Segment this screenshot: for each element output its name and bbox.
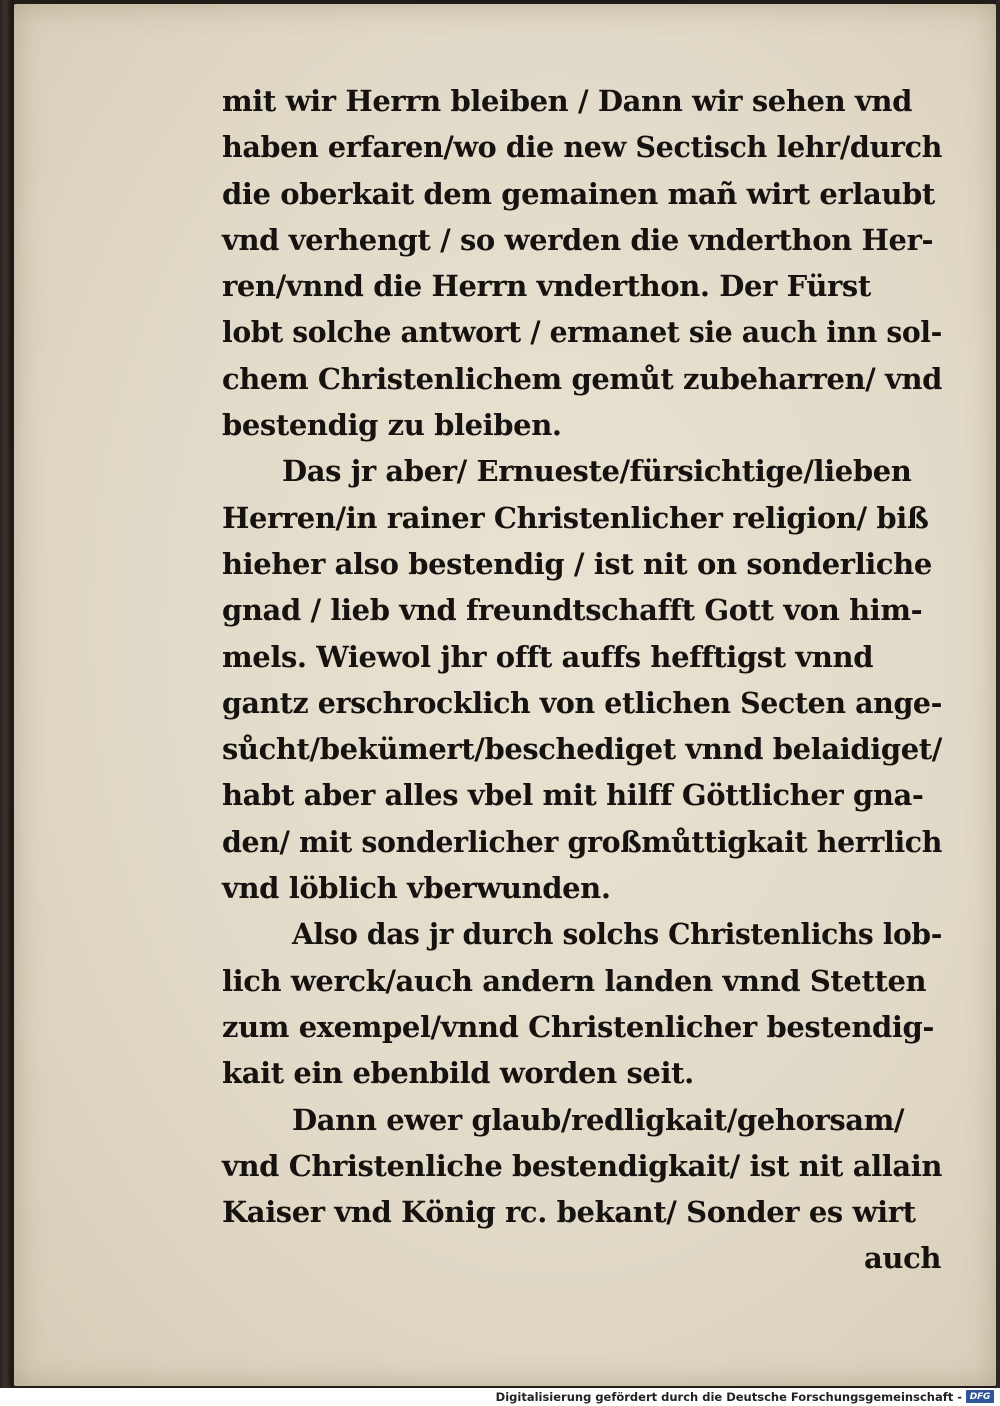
text-line: sůcht/bekümert/beschediget vnnd belaidiget/ [222, 732, 942, 767]
text-line: lobt solche antwort / ermanet sie auch inn sol- [222, 315, 942, 350]
text-line: mels. Wiewol jhr offt auffs hefftigst vnnd [222, 639, 874, 674]
dfg-logo-label: DFG [969, 1391, 991, 1402]
text-line: hieher also bestendig / ist nit on sonderliche [222, 546, 932, 581]
text-line: Kaiser vnd König rc. bekant/ Sonder es wirt [222, 1195, 916, 1230]
footer-bar [0, 1388, 1000, 1406]
dfg-logo-icon [966, 1390, 994, 1403]
text-line: Das jr aber/ Ernueste/fürsichtige/lieben [282, 454, 912, 489]
text-line: vnd Christenliche bestendigkait/ ist nit allain [222, 1148, 943, 1183]
text-line: kait ein ebenbild worden seit. [222, 1056, 694, 1091]
text-line: gantz erschrocklich von etlichen Secten ange- [222, 685, 943, 720]
text-line: mit wir Herrn bleiben / Dann wir sehen vnd [222, 84, 912, 118]
text-line: gnad / lieb vnd freundtschafft Gott von him- [222, 593, 923, 628]
text-line: habt aber alles vbel mit hilff Göttlicher gna- [222, 778, 924, 813]
scan-edge [996, 0, 1000, 1388]
text-line: Dann ewer glaub/redligkait/gehorsam/ [292, 1102, 905, 1137]
text-line: zum exempel/vnnd Christenlicher bestendig- [222, 1009, 935, 1044]
text-line: Also das jr durch solchs Christenlichs lob- [292, 917, 942, 952]
page-text [222, 78, 942, 1282]
catchword: auch [864, 1241, 942, 1276]
text-line: vnd löblich vberwunden. [222, 871, 611, 906]
text-line: Herren/in rainer Christenlicher religion/ biß [222, 500, 929, 535]
text-line: chem Christenlichem gemůt zubeharren/ vnd [222, 361, 943, 396]
text-line: lich werck/auch andern landen vnnd Stetten [222, 963, 927, 998]
text-line: bestendig zu bleiben. [222, 408, 562, 443]
text-line: ren/vnnd die Herrn vnderthon. Der Fürst [222, 269, 871, 304]
funding-credit: Digitalisierung gefördert durch die Deutsche Forschungsgemeinschaft - [495, 1390, 962, 1404]
text-line: haben erfaren/wo die new Sectisch lehr/durch [222, 130, 943, 165]
text-line: den/ mit sonderlicher großmůttigkait herrlich [222, 824, 943, 859]
text-line: die oberkait dem gemainen mañ wirt erlaubt [222, 176, 935, 211]
text-line: vnd verhengt / so werden die vnderthon Her- [222, 222, 934, 257]
